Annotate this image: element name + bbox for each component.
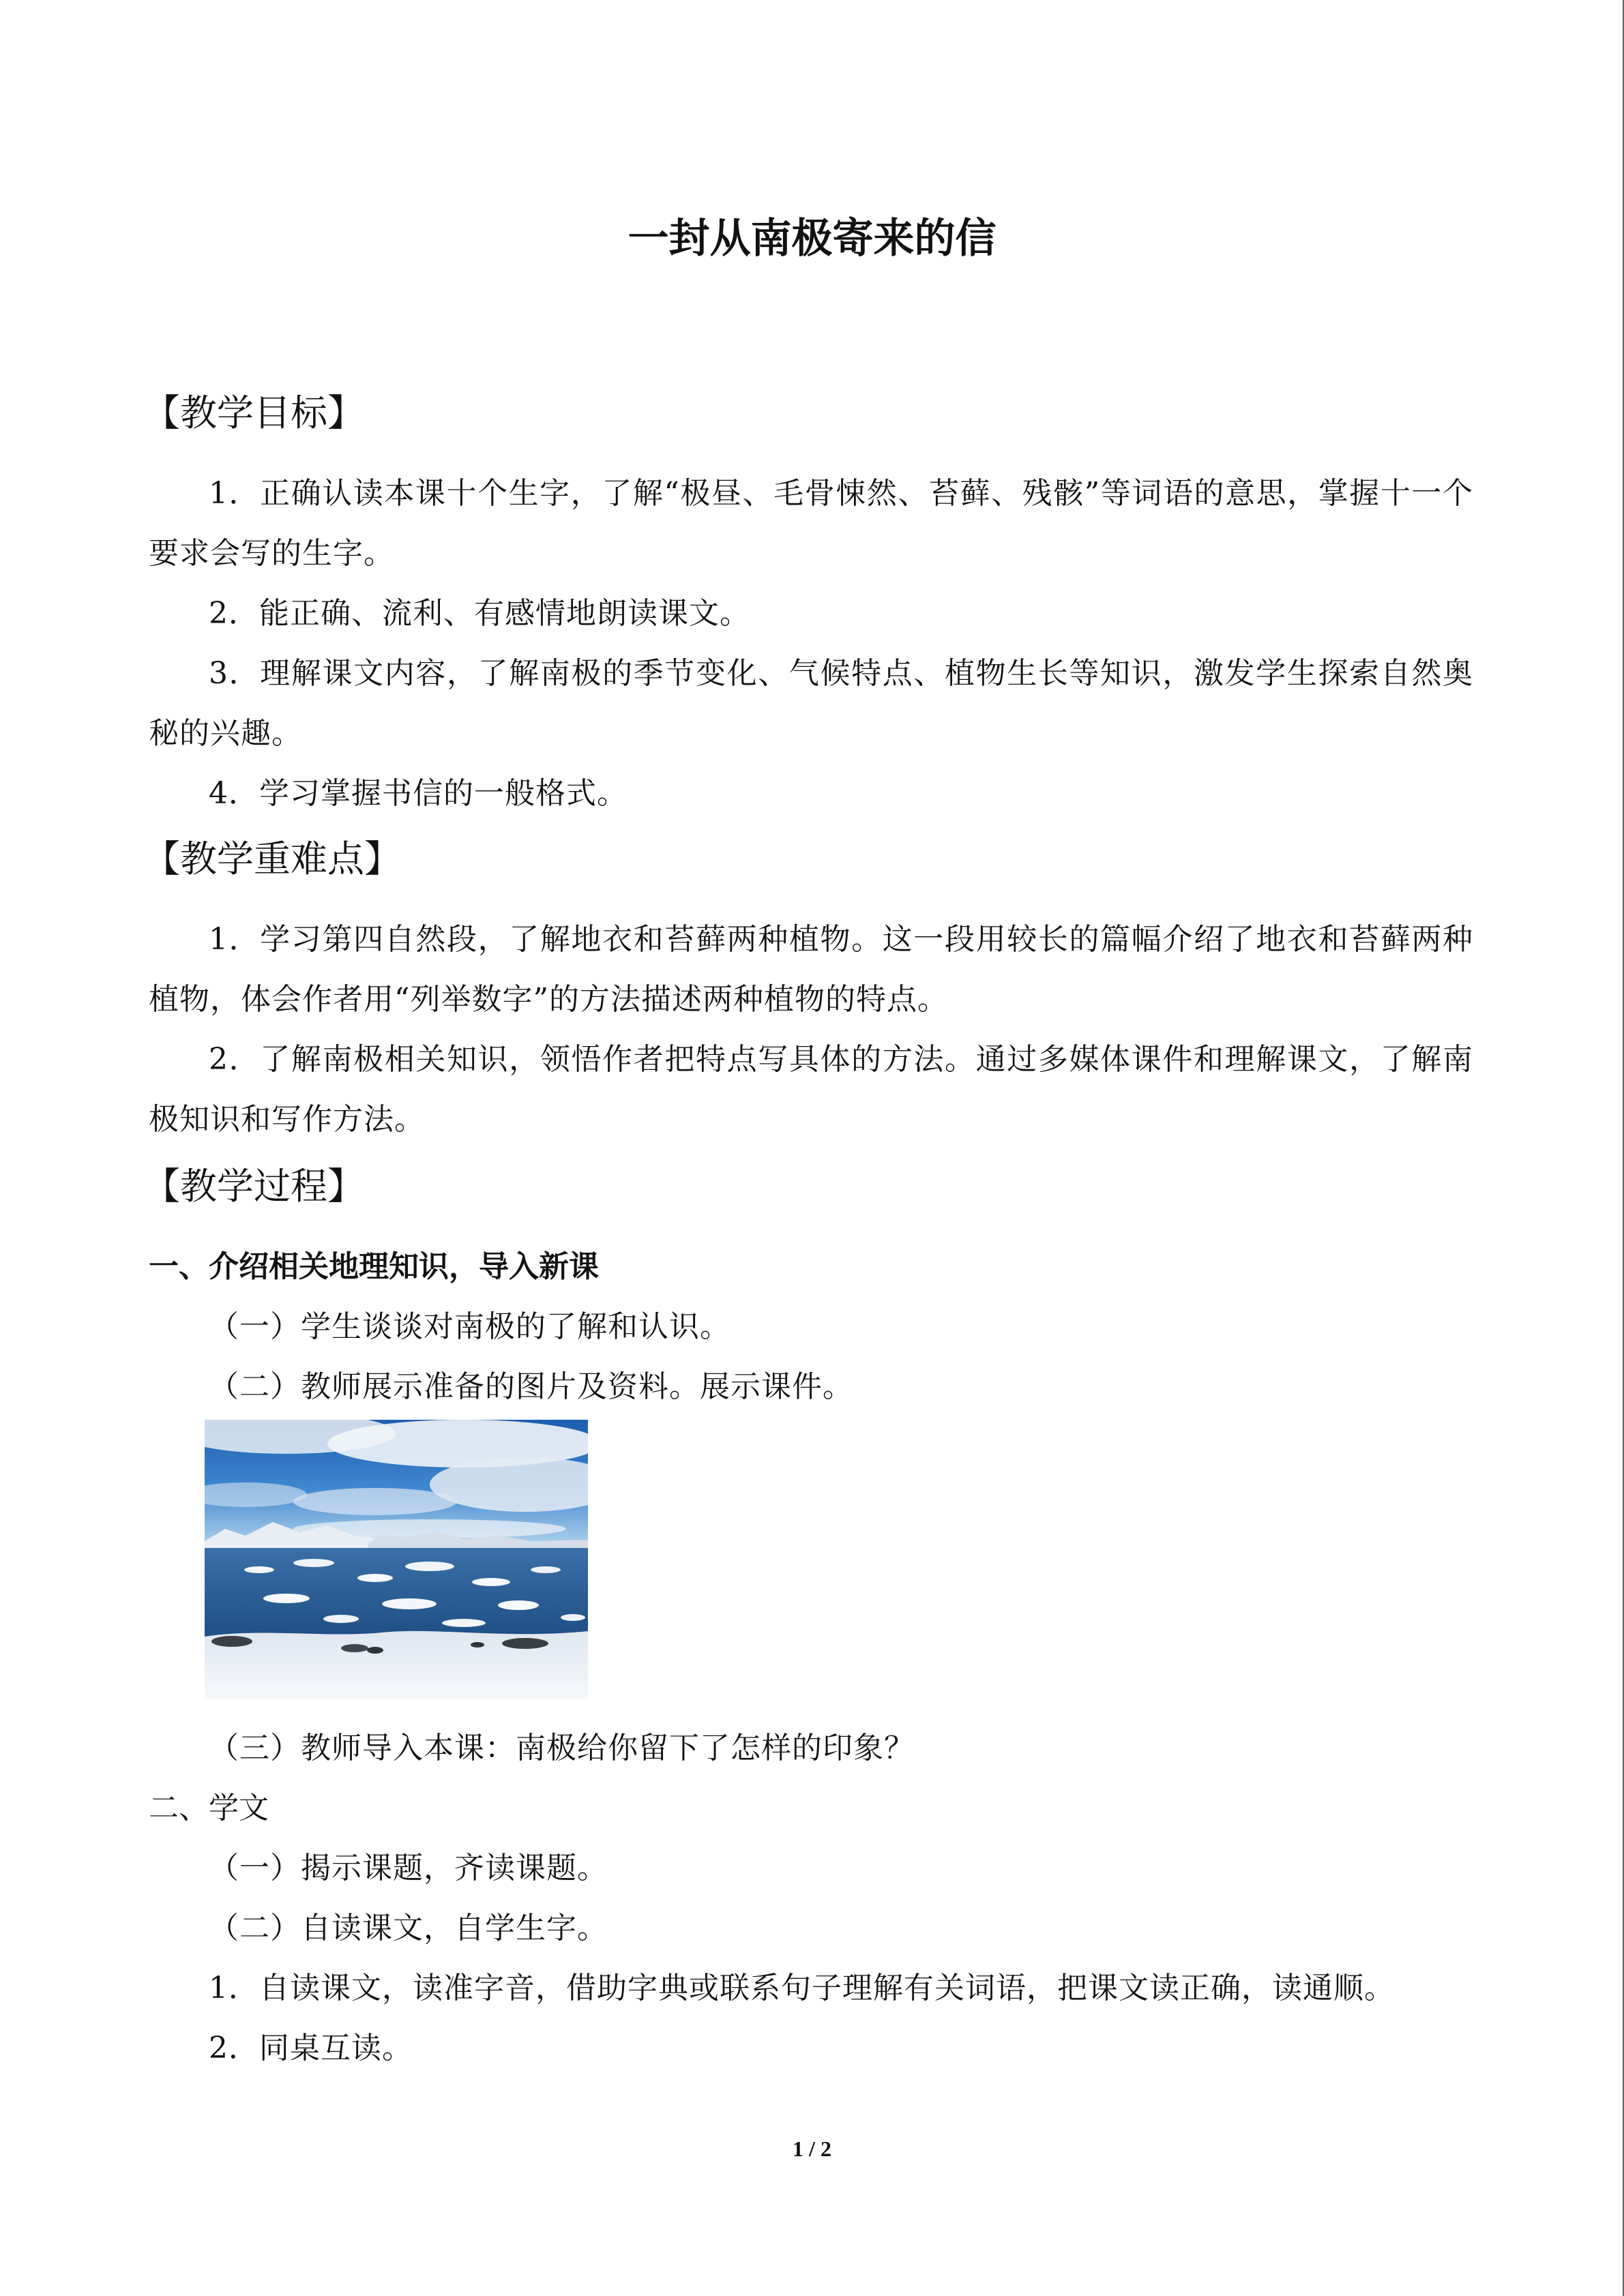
heading-key-points: 【教学重难点】 [143,837,401,880]
process-part1-heading: 一、介绍相关地理知识，导入新课 [149,1249,599,1284]
objective-item-4: 4．学习掌握书信的一般格式。 [209,776,628,811]
page-number: 1 / 2 [793,2136,831,2161]
process-part1-item-1: （一）学生谈谈对南极的了解和认识。 [209,1309,730,1344]
process-part1-item-3: （三）教师导入本课：南极给你留下了怎样的印象？ [209,1731,915,1765]
document-title: 一封从南极寄来的信 [628,215,996,263]
process-part2-item-2: （二）自读课文，自学生字。 [209,1911,608,1945]
key-point-item-2: 2．了解南极相关知识，领悟作者把特点写具体的方法。通过多媒体课件和理解课文，了解南极知识和写作方法。 [149,1042,1473,1137]
key-point-item-1: 1．学习第四自然段，了解地衣和苔藓两种植物。这一段用较长的篇幅介绍了地衣和苔藓两种植物，体会作者用“列举数字”的方法描述两种植物的特点。 [149,922,1473,1017]
process-part2-heading: 二、学文 [149,1791,269,1825]
process-part2-item-3: 1．自读课文，读准字音，借助字典或联系句子理解有关词语，把课文读正确，读通顺。 [209,1971,1395,2006]
heading-teaching-process: 【教学过程】 [143,1165,364,1208]
heading-teaching-objectives: 【教学目标】 [143,391,364,434]
objective-item-3: 3．理解课文内容，了解南极的季节变化、气候特点、植物生长等知识，激发学生探索自然奥秘的兴趣。 [149,656,1473,751]
process-part2-item-4: 2．同桌互读。 [209,2031,413,2066]
objective-item-1: 1．正确认读本课十个生字，了解“极昼、毛骨悚然、苔藓、残骸”等词语的意思，掌握十一个要求会写的生字。 [149,476,1473,571]
process-part2-item-1: （一）揭示课题，齐读课题。 [209,1851,608,1885]
objective-item-2: 2．能正确、流利、有感情地朗读课文。 [209,596,750,631]
process-part1-item-2: （二）教师展示准备的图片及资料。展示课件。 [209,1369,853,1404]
antarctic-landscape-photo [205,1420,588,1699]
